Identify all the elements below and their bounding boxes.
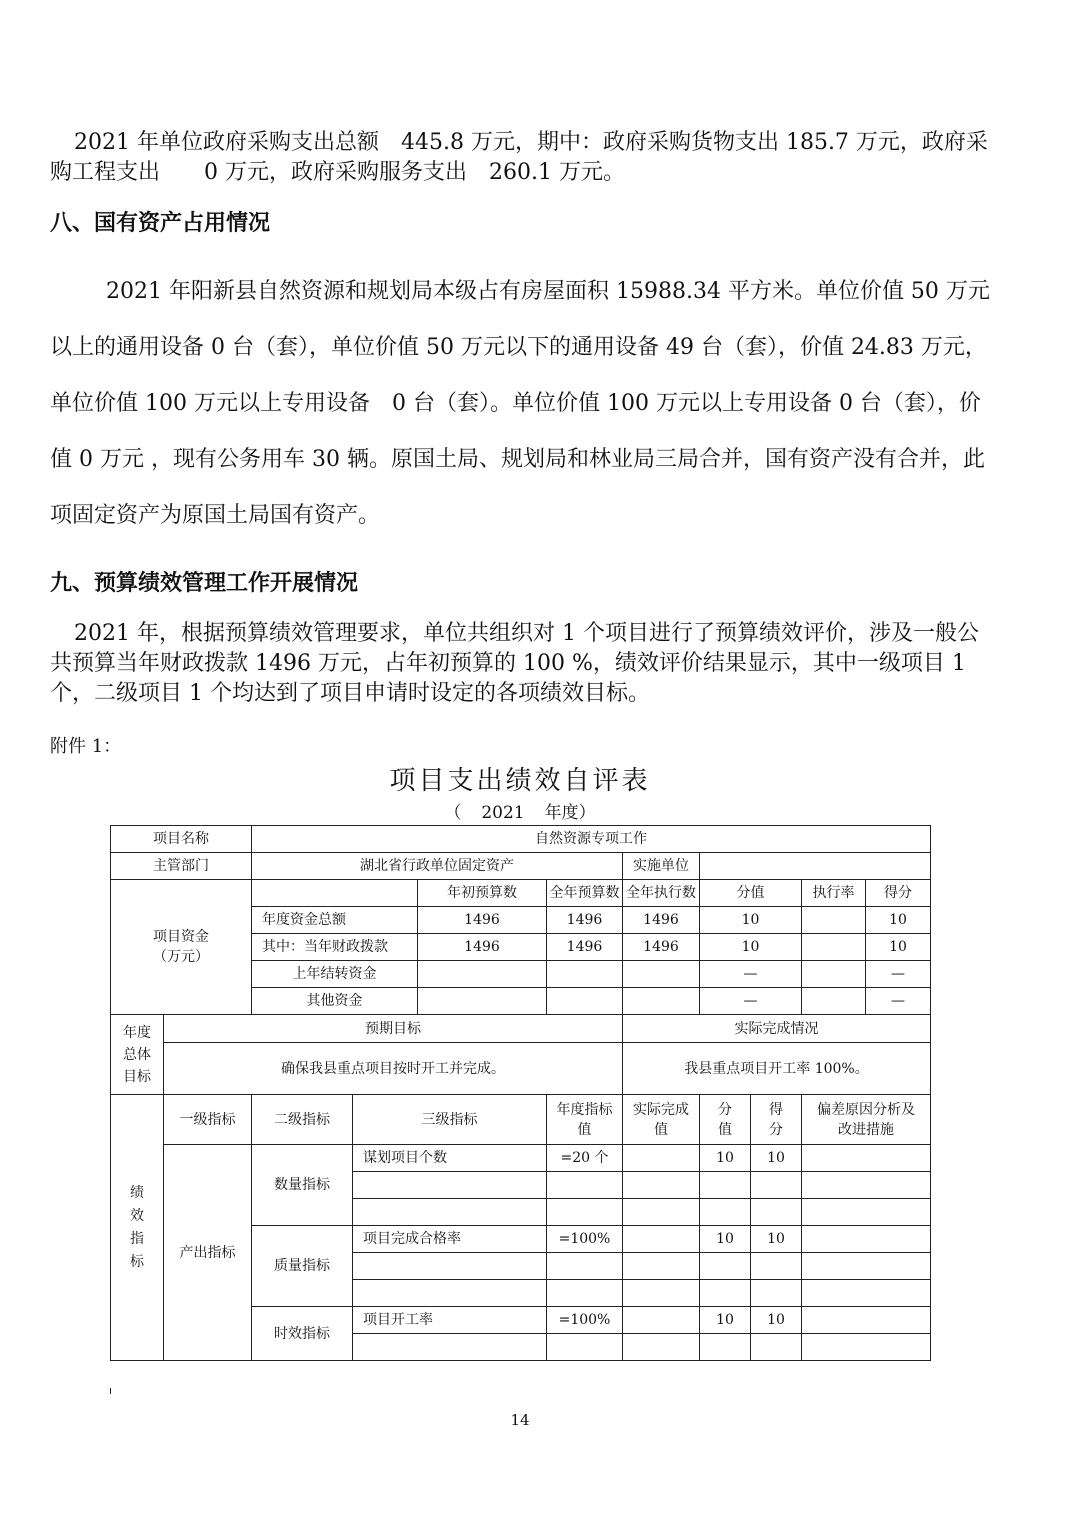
fund-cell: [418, 961, 547, 988]
goal-expected-value: 确保我县重点项目按时开工并完成。: [164, 1043, 623, 1095]
table-continuation-edge: [110, 1388, 166, 1394]
fund-cell: —: [866, 961, 931, 988]
assets-paragraph: 2021 年阳新县自然资源和规划局本级占有房屋面积 15988.34 平方米。单位价值 50 万元以上的通用设备 0 台（套），单位价值 50 万元以下的通用设备 49 台（套），价值 24.83 万元，单位价值 100 万元以上专用设备 0 台（套）。单位价值 100 万元以上专用设备 0 台（套），价值 0 万元 ，现有公务用车 30 辆。原国土局、规划局和林业局三局合并，国有资产没有合并，此项固定资产为原国土局国有资产。: [50, 279, 990, 528]
fund-header-blank: [252, 880, 418, 907]
perf-level2: 时效指标: [252, 1307, 353, 1361]
indicator-score: [700, 1280, 751, 1307]
perf-header-score-text: 分值: [718, 1101, 732, 1138]
indicator-actual: [623, 1226, 700, 1253]
procurement-paragraph: 2021 年单位政府采购支出总额 445.8 万元，期中：政府采购货物支出 185.7 万元，政府采购工程支出 0 万元，政府采购服务支出 260.1 万元。: [50, 130, 988, 185]
indicator-got: 10: [751, 1145, 802, 1172]
fund-cell: [547, 961, 623, 988]
indicator-actual: [623, 1172, 700, 1199]
indicator-actual: [623, 1199, 700, 1226]
perf-header-level1: 一级指标: [164, 1095, 252, 1145]
page-number: 14: [510, 1411, 530, 1429]
year-open-paren: （: [444, 803, 462, 823]
fund-cell: [418, 988, 547, 1015]
goal-label-text: 年度总体目标: [123, 1024, 151, 1085]
indicator-got: 10: [751, 1226, 802, 1253]
table-year: [0, 798, 1040, 823]
fund-row-label: 年度资金总额: [252, 907, 418, 934]
performance-paragraph: 2021 年，根据预算绩效管理要求，单位共组织对 1 个项目进行了预算绩效评价，涉及一般公共预算当年财政拨款 1496 万元，占年初预算的 100 %，绩效评价结果显示，其中一级项目 1 个，二级项目 1 个均达到了项目申请时设定的各项绩效目标。: [50, 621, 979, 706]
indicator-name: [353, 1172, 547, 1199]
indicator-got: [751, 1253, 802, 1280]
fund-header-got: 得分: [866, 880, 931, 907]
indicator-actual: [623, 1253, 700, 1280]
indicator-got: [751, 1199, 802, 1226]
perf-header-note-text: 偏差原因分析及改进措施: [817, 1101, 915, 1138]
fund-header-initial: 年初预算数: [418, 880, 547, 907]
fund-cell: 10: [700, 934, 802, 961]
indicator-actual: [623, 1334, 700, 1361]
indicator-target: [547, 1280, 623, 1307]
perf-header-note: [802, 1095, 931, 1145]
fund-cell: 1496: [623, 907, 700, 934]
indicator-name: [353, 1253, 547, 1280]
section-heading-performance: 九、预算绩效管理工作开展情况: [50, 571, 359, 596]
fund-cell: —: [700, 988, 802, 1015]
perf-label-text: 绩效指标: [130, 1184, 144, 1270]
fund-header-score: 分值: [700, 880, 802, 907]
fund-cell: 1496: [547, 934, 623, 961]
table-title: 项目支出绩效自评表: [389, 766, 651, 796]
fund-cell: [623, 961, 700, 988]
perf-level2: 数量指标: [252, 1145, 353, 1226]
indicator-note: [802, 1226, 931, 1253]
table-row: [111, 853, 931, 880]
indicator-score: [700, 1253, 751, 1280]
indicator-name: 项目开工率: [353, 1307, 547, 1334]
fund-cell: [802, 907, 866, 934]
indicator-name: [353, 1280, 547, 1307]
indicator-name: 谋划项目个数: [353, 1145, 547, 1172]
indicator-actual: [623, 1145, 700, 1172]
table-row: [111, 1015, 931, 1043]
indicator-name: [353, 1334, 547, 1361]
fund-cell: [802, 934, 866, 961]
fund-cell: —: [700, 961, 802, 988]
fund-cell: 1496: [418, 907, 547, 934]
perf-level2: 质量指标: [252, 1226, 353, 1307]
indicator-target: =100%: [547, 1226, 623, 1253]
perf-header-level3: 三级指标: [353, 1095, 547, 1145]
table-row: [111, 1043, 931, 1095]
indicator-note: [802, 1199, 931, 1226]
indicator-score: 10: [700, 1307, 751, 1334]
perf-header-target: [547, 1095, 623, 1145]
indicator-actual: [623, 1307, 700, 1334]
performance-self-evaluation-table: [110, 825, 931, 1361]
indicator-note: [802, 1145, 931, 1172]
perf-header-actual-text: 实际完成值: [633, 1101, 689, 1138]
section-heading-assets: 八、国有资产占用情况: [50, 211, 271, 236]
goal-expected-label: 预期目标: [164, 1015, 623, 1043]
fund-label: [111, 880, 252, 1015]
indicator-target: [547, 1253, 623, 1280]
fund-cell: 1496: [623, 934, 700, 961]
fund-label-text: 项目资金（万元）: [153, 929, 209, 965]
indicator-note: [802, 1280, 931, 1307]
indicator-got: 10: [751, 1307, 802, 1334]
indicator-score: [700, 1172, 751, 1199]
project-name-label: 项目名称: [111, 826, 252, 853]
perf-level1: 产出指标: [164, 1145, 252, 1361]
indicator-target: =100%: [547, 1307, 623, 1334]
impl-value: [700, 853, 931, 880]
indicator-target: [547, 1334, 623, 1361]
indicator-note: [802, 1172, 931, 1199]
perf-header-target-text: 年度指标值: [556, 1101, 613, 1138]
fund-cell: 10: [866, 907, 931, 934]
fund-row-label: 其他资金: [252, 988, 418, 1015]
indicator-target: [547, 1199, 623, 1226]
indicator-actual: [623, 1280, 700, 1307]
goal-actual-value: 我县重点项目开工率 100%。: [623, 1043, 931, 1095]
indicator-score: [700, 1199, 751, 1226]
table-row: [111, 1095, 931, 1145]
indicator-target: [547, 1172, 623, 1199]
indicator-got: [751, 1334, 802, 1361]
year-value: 2021: [481, 803, 525, 823]
indicator-note: [802, 1334, 931, 1361]
attachment-label: 附件 1：: [50, 736, 122, 757]
fund-cell: [623, 988, 700, 1015]
indicator-got: [751, 1172, 802, 1199]
dept-label: 主管部门: [111, 853, 252, 880]
perf-header-actual: [623, 1095, 700, 1145]
fund-cell: [802, 961, 866, 988]
indicator-note: [802, 1253, 931, 1280]
indicator-score: [700, 1334, 751, 1361]
dept-value: 湖北省行政单位固定资产: [252, 853, 623, 880]
fund-header-annual: 全年预算数: [547, 880, 623, 907]
indicator-target: =20 个: [547, 1145, 623, 1172]
fund-row-label: 其中：当年财政拨款: [252, 934, 418, 961]
table-row: [111, 1145, 931, 1172]
perf-label: [111, 1095, 164, 1361]
perf-header-got: [751, 1095, 802, 1145]
impl-label: 实施单位: [623, 853, 700, 880]
fund-cell: 1496: [547, 907, 623, 934]
table-row: [111, 880, 931, 907]
fund-row-label: 上年结转资金: [252, 961, 418, 988]
indicator-note: [802, 1307, 931, 1334]
indicator-name: 项目完成合格率: [353, 1226, 547, 1253]
fund-cell: [802, 988, 866, 1015]
fund-cell: 10: [866, 934, 931, 961]
goal-actual-label: 实际完成情况: [623, 1015, 931, 1043]
fund-header-executed: 全年执行数: [623, 880, 700, 907]
goal-label: [111, 1015, 164, 1095]
fund-cell: [547, 988, 623, 1015]
project-name-value: 自然资源专项工作: [252, 826, 931, 853]
perf-header-level2: 二级指标: [252, 1095, 353, 1145]
year-unit: 年度）: [544, 803, 596, 823]
table-row: [111, 826, 931, 853]
fund-cell: 1496: [418, 934, 547, 961]
indicator-score: 10: [700, 1145, 751, 1172]
fund-header-rate: 执行率: [802, 880, 866, 907]
fund-cell: 10: [700, 907, 802, 934]
fund-cell: —: [866, 988, 931, 1015]
indicator-got: [751, 1280, 802, 1307]
perf-header-got-text: 得分: [769, 1101, 783, 1138]
indicator-score: 10: [700, 1226, 751, 1253]
indicator-name: [353, 1199, 547, 1226]
perf-header-score: [700, 1095, 751, 1145]
